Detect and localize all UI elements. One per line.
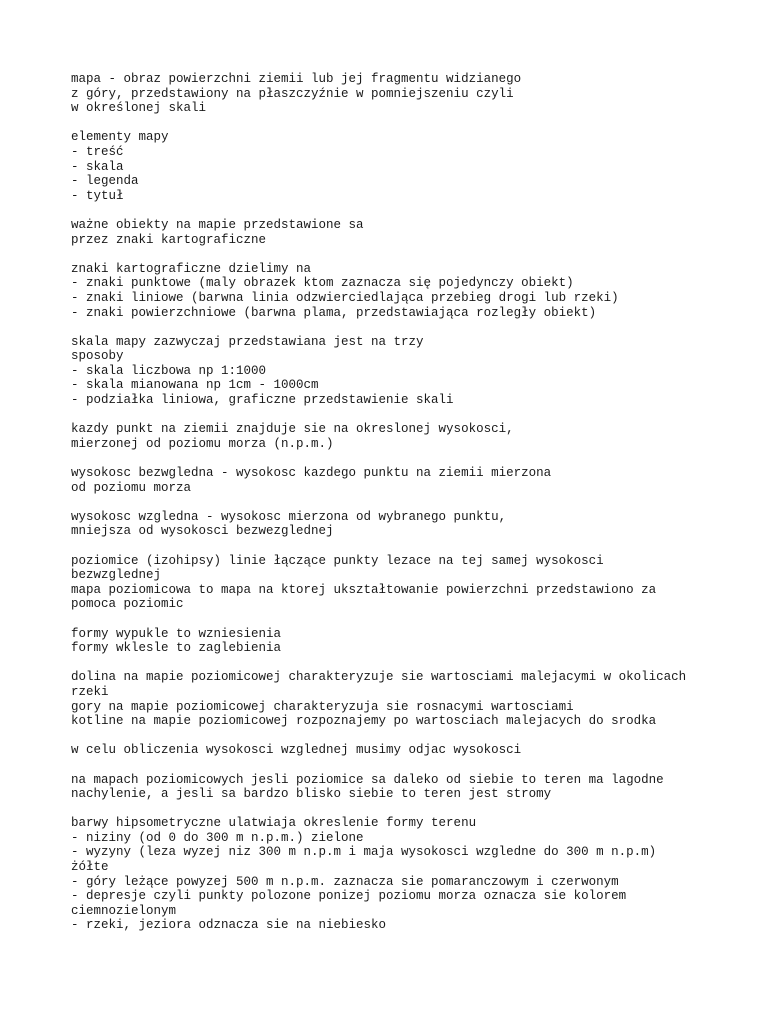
paragraph-absolute-altitude (71, 466, 731, 495)
list-item: - skala (71, 159, 124, 174)
text-line: skala mapy zazwyczaj przedstawiana jest na trzy (71, 334, 424, 349)
text-line: ważne obiekty na mapie przedstawione sa (71, 217, 364, 232)
text-line: bezwzglednej (71, 568, 162, 583)
paragraph-relative-altitude (71, 510, 731, 539)
list-item: - znaki powierzchniowe (barwna plama, przedstawiająca rozległy obiekt) (71, 305, 597, 320)
paragraph-cartographic-signs (71, 262, 731, 320)
list-item: - skala liczbowa np 1:1000 (71, 363, 267, 378)
text-line: kotline na mapie poziomicowej rozpoznajemy po wartosciach malejacych do srodka (71, 714, 657, 729)
text-line: przez znaki kartograficzne (71, 232, 267, 247)
text-line: ciemnozielonym (71, 903, 177, 918)
paragraph-important-objects (71, 218, 731, 247)
paragraph-map-elements (71, 130, 731, 203)
text-line: dolina na mapie poziomicowej charakteryzuje sie wartosciami malejacymi w okolicach (71, 670, 687, 685)
paragraph-map-definition (71, 72, 731, 116)
document-body (71, 72, 731, 948)
text-line: sposoby (71, 349, 124, 364)
list-item: - depresje czyli punkty polozone ponizej poziomu morza oznacza sie kolorem (71, 889, 627, 904)
text-line: poziomice (izohipsy) linie łączące punkty lezace na tej samej wysokosci (71, 553, 604, 568)
text-line: na mapach poziomicowych jesli poziomice sa daleko od siebie to teren ma lagodne (71, 772, 664, 787)
text-line: wysokosc bezwgledna - wysokosc kazdego punktu na ziemii mierzona (71, 466, 552, 481)
list-item: - legenda (71, 174, 139, 189)
paragraph-landforms (71, 627, 731, 656)
text-line: kazdy punkt na ziemii znajduje sie na okreslonej wysokosci, (71, 422, 514, 437)
list-item: - rzeki, jeziora odznacza sie na niebiesko (71, 918, 387, 933)
text-line: formy wklesle to zaglebienia (71, 641, 282, 656)
paragraph-contour-lines (71, 554, 731, 612)
paragraph-map-scale (71, 335, 731, 408)
text-line: gory na mapie poziomicowej charakteryzuja sie rosnacymi wartosciami (71, 699, 574, 714)
paragraph-hypsometric-colors (71, 816, 731, 933)
list-item: - niziny (od 0 do 300 m n.p.m.) zielone (71, 830, 364, 845)
text-line: mapa - obraz powierzchni ziemii lub jej fragmentu widzianego (71, 72, 522, 86)
text-line: mniejsza od wysokosci bezwezglednej (71, 524, 334, 539)
text-line: mapa poziomicowa to mapa na ktorej ukształtowanie powierzchni przedstawiono za (71, 582, 657, 597)
text-line: barwy hipsometryczne ulatwiaja okreslenie formy terenu (71, 816, 477, 831)
paragraph-relative-calc (71, 743, 731, 758)
text-line: nachylenie, a jesli sa bardzo blisko siebie to teren jest stromy (71, 787, 552, 802)
text-line: żółte (71, 860, 109, 875)
list-item: - podziałka liniowa, graficzne przedstawienie skali (71, 393, 454, 408)
text-line: formy wypukle to wzniesienia (71, 626, 282, 641)
text-line: rzeki (71, 684, 109, 699)
list-item: - znaki punktowe (maly obrazek ktom zaznacza się pojedynczy obiekt) (71, 276, 574, 291)
text-line: w określonej skali (71, 101, 207, 116)
list-item: - skala mianowana np 1cm - 1000cm (71, 378, 319, 393)
paragraph-altitude (71, 422, 731, 451)
text-line: od poziomu morza (71, 480, 192, 495)
text-line: z góry, przedstawiony na płaszczyźnie w pomniejszeniu czyli (71, 86, 514, 101)
paragraph-contour-features (71, 670, 731, 728)
text-line: w celu obliczenia wysokosci wzglednej musimy odjac wysokosci (71, 743, 522, 758)
text-line: znaki kartograficzne dzielimy na (71, 261, 312, 276)
text-line: mierzonej od poziomu morza (n.p.m.) (71, 436, 334, 451)
paragraph-slope (71, 773, 731, 802)
list-item: - wyzyny (leza wyzej niz 300 m n.p.m i maja wysokosci wzgledne do 300 m n.p.m) (71, 845, 657, 860)
list-item: - góry leżące powyzej 500 m n.p.m. zaznacza sie pomaranczowym i czerwonym (71, 874, 619, 889)
text-line: elementy mapy (71, 130, 169, 145)
list-item: - znaki liniowe (barwna linia odzwierciedlająca przebieg drogi lub rzeki) (71, 290, 619, 305)
list-item: - tytuł (71, 188, 124, 203)
text-line: pomoca poziomic (71, 597, 184, 612)
list-item: - treść (71, 144, 124, 159)
text-line: wysokosc wzgledna - wysokosc mierzona od wybranego punktu, (71, 509, 507, 524)
